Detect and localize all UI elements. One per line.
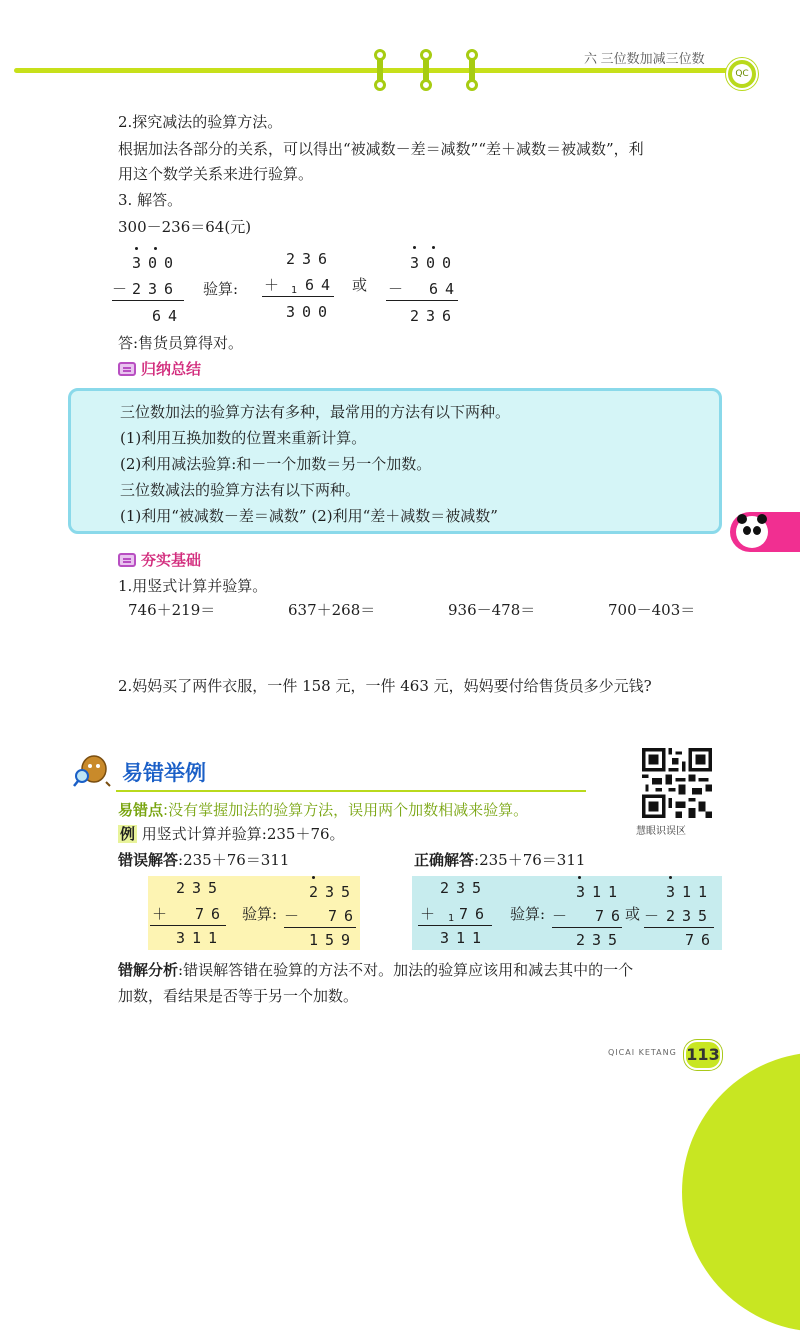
- title-underline: [116, 790, 586, 792]
- panda-icon: [736, 516, 768, 548]
- calc2-carry: 1: [291, 285, 298, 296]
- section3-title: 3. 解答。: [118, 191, 183, 209]
- summary-line: (2)利用减法验算:和－一个加数＝另一个加数。: [120, 455, 432, 473]
- underline: [284, 927, 356, 928]
- calc3-bottom: 64: [429, 280, 462, 298]
- binder-pin: [423, 53, 429, 87]
- summary-icon: [118, 362, 136, 376]
- qr-caption: 慧眼识误区: [636, 826, 686, 837]
- right-label: 正确解答: [414, 851, 475, 869]
- right-check2-top: 311: [666, 883, 715, 901]
- question-1: 1.用竖式计算并验算。: [118, 577, 268, 595]
- underline: [262, 296, 334, 297]
- section2-line1: 根据加法各部分的关系，可以得出“被减数－差＝减数”“差＋减数＝被减数”，利: [118, 140, 644, 158]
- right-check1-op: －: [552, 907, 568, 925]
- borrow-dot: [312, 876, 315, 879]
- calc1-op: －: [112, 280, 128, 298]
- wrong-check-label: 验算:: [242, 905, 278, 923]
- summary-title: 归纳总结: [141, 360, 202, 378]
- practice-title: 夯实基础: [141, 551, 202, 569]
- wrong-check-top: 235: [309, 883, 358, 901]
- practice-icon: [118, 553, 136, 567]
- exercise-item: 700－403＝: [608, 601, 696, 619]
- example-text: 用竖式计算并验算:235＋76。: [137, 825, 345, 843]
- borrow-dot: [154, 247, 157, 250]
- summary-line: (1)利用互换加数的位置来重新计算。: [120, 429, 367, 447]
- right-check2-result: 76: [685, 931, 718, 949]
- analysis-line2: 加数，看结果是否等于另一个加数。: [118, 987, 359, 1005]
- right-check1-result: 235: [576, 931, 625, 949]
- calc2-top: 236: [286, 250, 335, 268]
- right-check2-bottom: 235: [666, 907, 715, 925]
- borrow-dot: [669, 876, 672, 879]
- right-calc-op: ＋: [420, 905, 436, 923]
- summary-line: 三位数加法的验算方法有多种，最常用的方法有以下两种。: [120, 403, 511, 421]
- right-calc-bottom: 76: [459, 905, 492, 923]
- right-calc-result: 311: [440, 929, 489, 947]
- wrong-calc-bottom: 76: [195, 905, 228, 923]
- wrong-equation: :235＋76＝311: [178, 851, 290, 869]
- right-calc-carry: 1: [448, 913, 455, 924]
- or-label: 或: [352, 276, 368, 294]
- mistake-point-label: 易错点: [118, 801, 164, 819]
- right-check1-top: 311: [576, 883, 625, 901]
- wrong-check-op: －: [284, 907, 300, 925]
- calc1-top: 300: [132, 254, 181, 272]
- wrong-calc-result: 311: [176, 929, 225, 947]
- footer-decoration: [682, 1052, 800, 1332]
- check-label: 验算:: [203, 280, 239, 298]
- calc3-top: 300: [410, 254, 459, 272]
- calc2-result: 300: [286, 303, 335, 321]
- borrow-dot: [578, 876, 581, 879]
- exercise-item: 637＋268＝: [288, 601, 376, 619]
- calc3-result: 236: [410, 307, 459, 325]
- example-label: 例: [120, 825, 136, 843]
- wrong-check-result: 159: [309, 931, 358, 949]
- equation: 300－236＝64(元): [118, 218, 252, 236]
- underline: [552, 927, 622, 928]
- binder-pin: [377, 53, 383, 87]
- borrow-dot: [432, 246, 435, 249]
- magnifier-mascot-icon: [72, 752, 112, 788]
- calc2-op: ＋: [264, 276, 280, 294]
- summary-line: 三位数减法的验算方法有以下两种。: [120, 481, 361, 499]
- underline: [644, 927, 714, 928]
- analysis-line1: :错误解答错在验算的方法不对。加法的验算应该用和减去其中的一个: [178, 961, 634, 979]
- calc3-op: －: [388, 280, 404, 298]
- exercise-item: 746＋219＝: [128, 601, 216, 619]
- question-2: 2.妈妈买了两件衣服，一件 158 元，一件 463 元，妈妈要付给售货员多少元钱?: [118, 677, 652, 695]
- section2-title: 2.探究减法的验算方法。: [118, 113, 283, 131]
- underline: [150, 925, 226, 926]
- right-check2-op: －: [644, 907, 660, 925]
- page-number: 113: [684, 1040, 722, 1070]
- footer-brand: QICAI KETANG: [608, 1048, 677, 1057]
- logo-icon: [726, 58, 758, 90]
- answer: 答:售货员算得对。: [118, 334, 244, 352]
- borrow-dot: [413, 246, 416, 249]
- exercise-item: 936－478＝: [448, 601, 536, 619]
- qr-code-icon[interactable]: [642, 748, 712, 818]
- underline: [386, 300, 458, 301]
- wrong-calc-op: ＋: [152, 905, 168, 923]
- mistake-title: 易错举例: [122, 761, 206, 785]
- wrong-calc-top: 235: [176, 879, 225, 897]
- borrow-dot: [135, 247, 138, 250]
- right-check1-bottom: 76: [595, 907, 628, 925]
- right-equation: :235＋76＝311: [474, 851, 586, 869]
- panda-tab: [730, 512, 800, 552]
- mistake-point-text: :没有掌握加法的验算方法，误用两个加数相减来验算。: [163, 801, 529, 819]
- analysis-label: 错解分析: [118, 961, 179, 979]
- summary-line: (1)利用“被减数－差＝减数” (2)利用“差＋减数＝被减数”: [120, 507, 498, 525]
- section2-line2: 用这个数学关系来进行验算。: [118, 165, 314, 183]
- underline: [112, 300, 184, 301]
- wrong-check-bottom: 76: [328, 907, 361, 925]
- right-calc-top: 235: [440, 879, 489, 897]
- right-or-label: 或: [625, 905, 641, 923]
- chapter-title: 六 三位数加减三位数: [584, 51, 705, 66]
- binder-pin: [469, 53, 475, 87]
- calc2-bottom: 64: [305, 276, 338, 294]
- right-check-label: 验算:: [510, 905, 546, 923]
- wrong-label: 错误解答: [118, 851, 179, 869]
- calc1-bottom: 236: [132, 280, 181, 298]
- underline: [418, 925, 492, 926]
- logo-text: QC: [732, 64, 752, 84]
- calc1-result: 64: [152, 307, 185, 325]
